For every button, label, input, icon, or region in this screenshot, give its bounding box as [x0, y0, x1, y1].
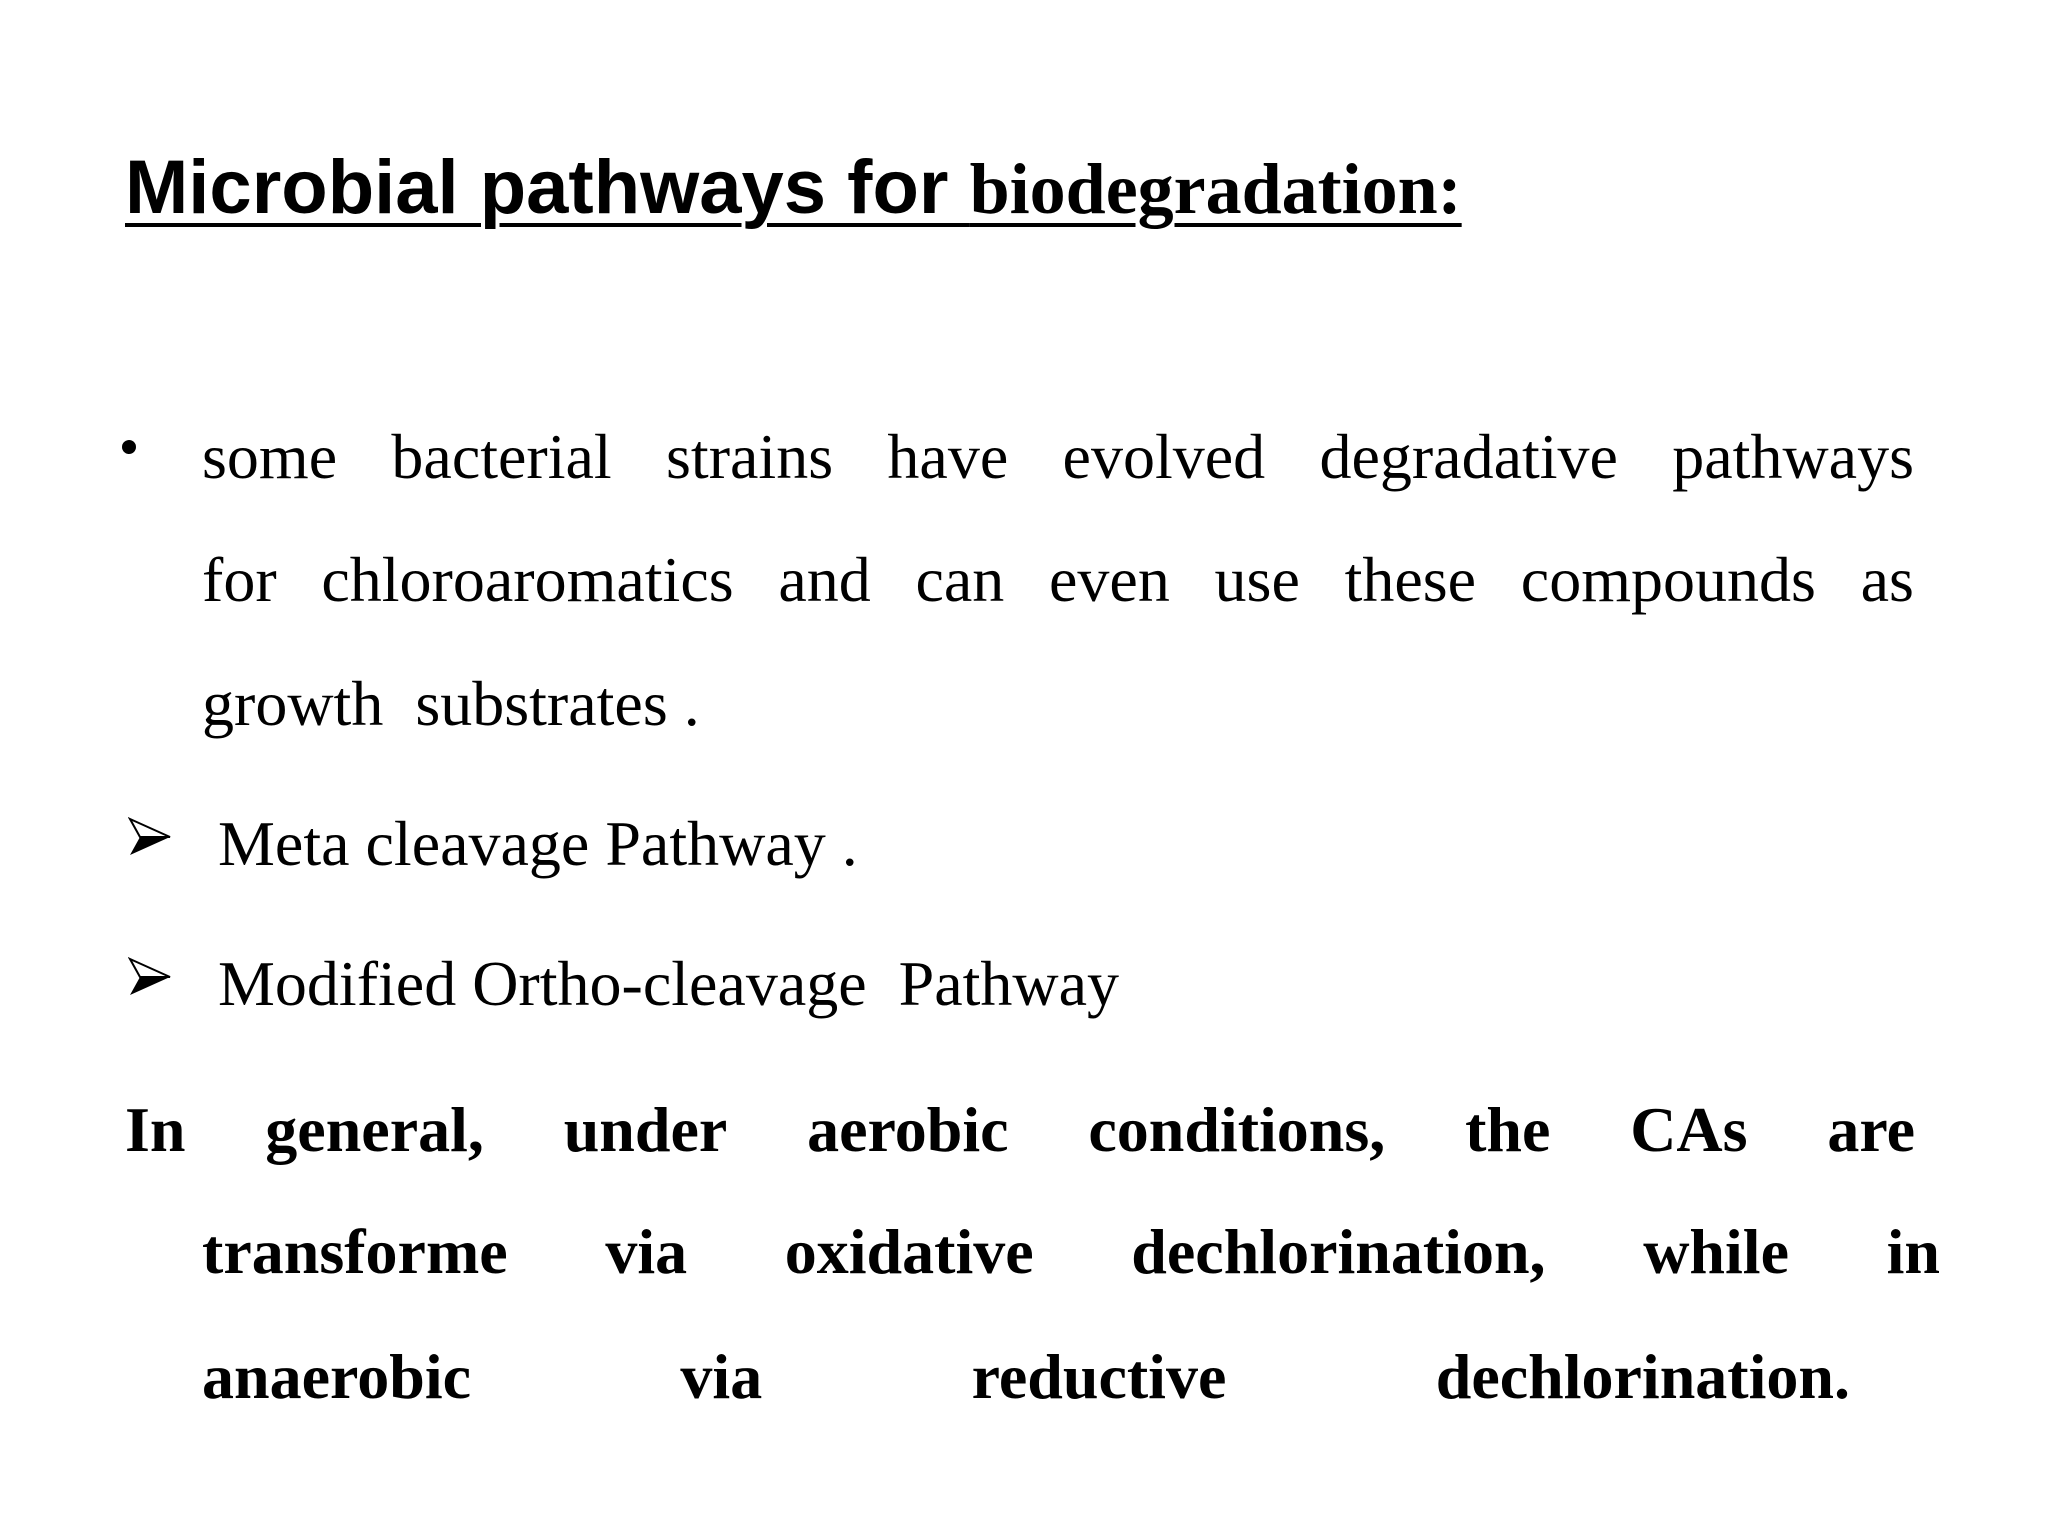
- word: CAs: [1630, 1094, 1748, 1165]
- word: anaerobic: [202, 1341, 472, 1412]
- bullet-text-line-2: [202, 544, 1914, 615]
- word: via: [605, 1216, 688, 1287]
- slide-title-part2: biodegradation:: [969, 149, 1462, 229]
- word: in: [1886, 1216, 1940, 1287]
- bullet-text-line-3: growth substrates .: [202, 668, 700, 739]
- word: can: [915, 544, 1005, 615]
- word: use: [1214, 544, 1300, 615]
- word: have: [887, 421, 1009, 492]
- word: strains: [666, 421, 834, 492]
- conclusion-line-3: [202, 1341, 1850, 1412]
- word: evolved: [1062, 421, 1266, 492]
- word: under: [563, 1094, 728, 1165]
- word: chloroaromatics: [321, 544, 734, 615]
- word: degradative: [1319, 421, 1618, 492]
- word: pathways: [1672, 421, 1914, 492]
- word: as: [1860, 544, 1914, 615]
- arrow-item-ortho-cleavage: Modified Ortho-cleavage Pathway: [218, 948, 1120, 1019]
- word: compounds: [1520, 544, 1816, 615]
- slide-title-part1: Microbial pathways for: [125, 145, 970, 230]
- conclusion-line-1: [125, 1094, 1915, 1165]
- arrow-bullet-icon: [128, 955, 172, 999]
- word: dechlorination.: [1435, 1341, 1850, 1412]
- arrow-item-meta-cleavage: Meta cleavage Pathway .: [218, 808, 858, 879]
- bullet-text-line-1: [202, 421, 1914, 492]
- word: aerobic: [807, 1094, 1009, 1165]
- arrow-bullet-icon: [128, 815, 172, 859]
- word: the: [1465, 1094, 1551, 1165]
- word: these: [1344, 544, 1477, 615]
- word: transforme: [202, 1216, 508, 1287]
- word: bacterial: [391, 421, 612, 492]
- word: oxidative: [784, 1216, 1034, 1287]
- word: via: [680, 1341, 763, 1412]
- slide-title: [125, 145, 1462, 230]
- word: while: [1643, 1216, 1789, 1287]
- word: In: [125, 1094, 186, 1165]
- word: even: [1049, 544, 1170, 615]
- conclusion-line-2: [202, 1216, 1940, 1287]
- bullet-dot-icon: [122, 440, 136, 454]
- word: for: [202, 544, 277, 615]
- word: some: [202, 421, 338, 492]
- word: reductive: [971, 1341, 1227, 1412]
- word: dechlorination,: [1131, 1216, 1546, 1287]
- word: and: [778, 544, 871, 615]
- word: are: [1827, 1094, 1915, 1165]
- word: conditions,: [1088, 1094, 1386, 1165]
- word: general,: [265, 1094, 484, 1165]
